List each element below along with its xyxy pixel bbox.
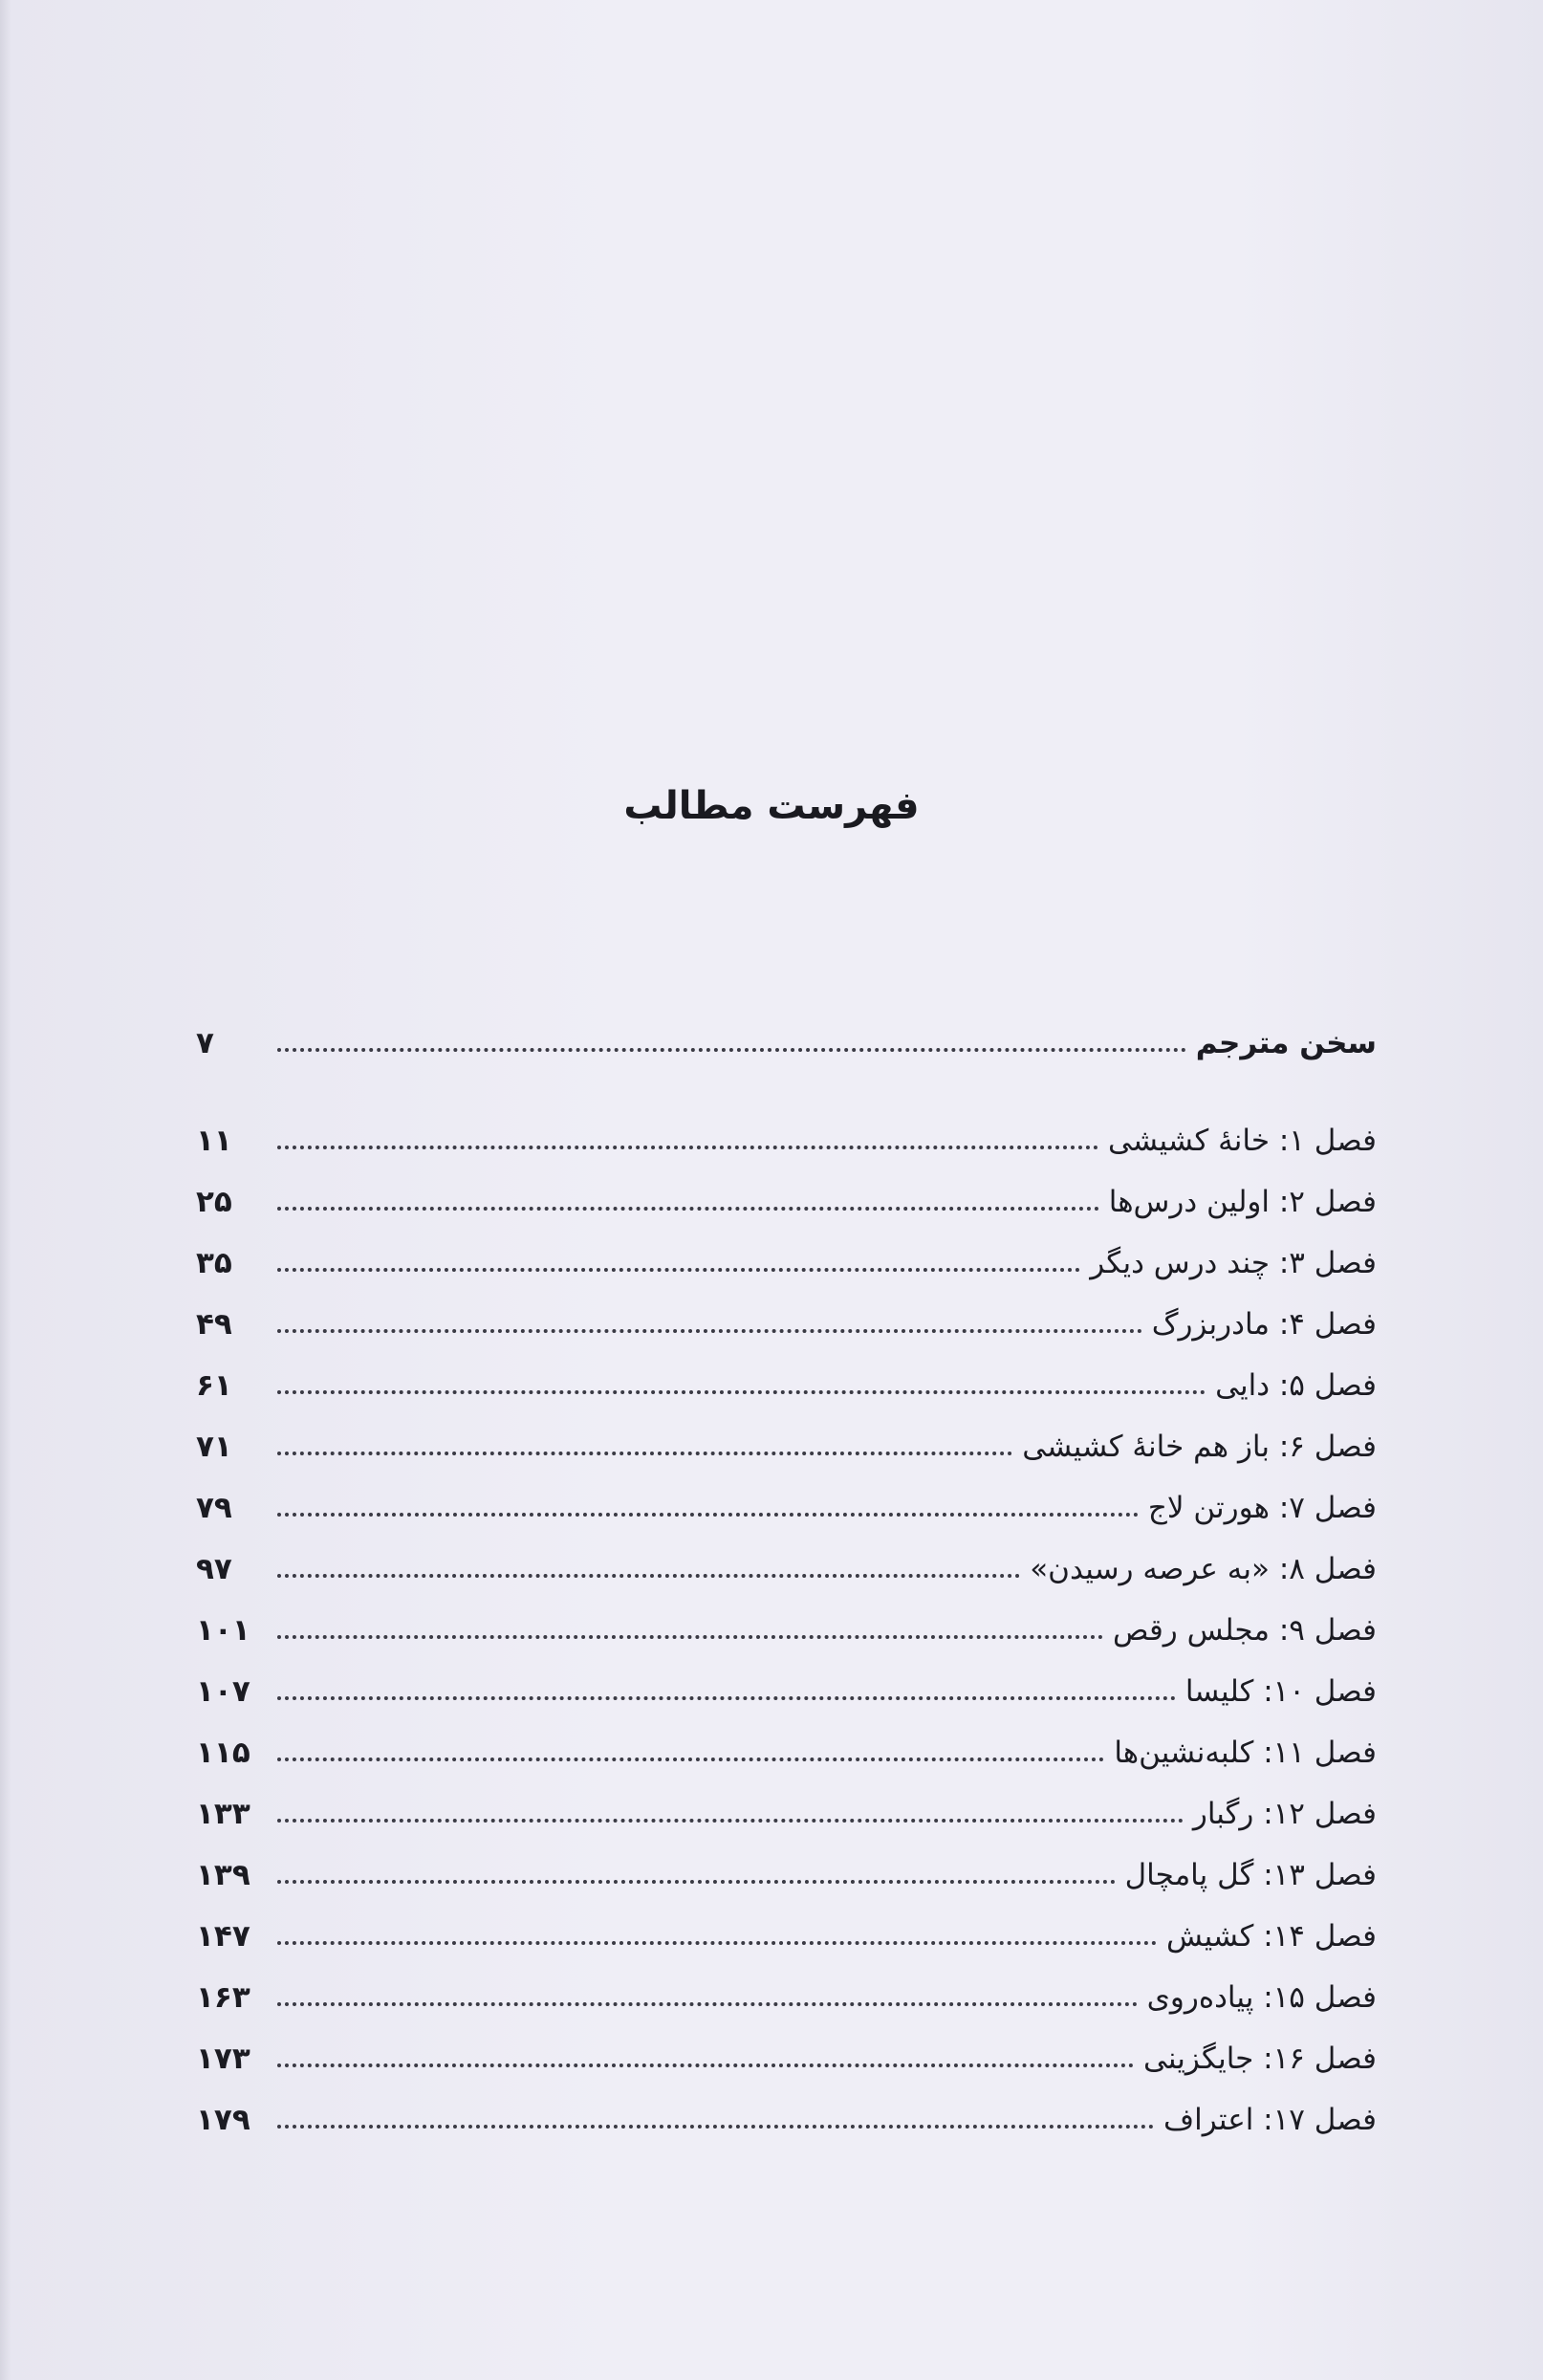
dot-leader (277, 1329, 1142, 1333)
toc-entry-title: فصل ۱: خانهٔ کشیشی (1108, 1124, 1377, 1158)
dot-leader (277, 1635, 1103, 1639)
toc-page-number: ۷ (196, 1026, 214, 1060)
toc-page-number: ۱۱ (196, 1124, 232, 1158)
toc-entry-title: فصل ۱۱: کلبه‌نشین‌ها (1114, 1736, 1377, 1770)
toc-entry-title: فصل ۱۷: اعتراف (1163, 2103, 1377, 2137)
dot-leader (277, 1941, 1157, 1945)
toc-entry-chapter-11 (196, 1709, 1377, 1770)
toc-entry-title: فصل ۹: مجلس رقص (1112, 1613, 1377, 1648)
toc-entry-chapter-14 (196, 1892, 1377, 1954)
toc-page-number: ۶۱ (196, 1368, 232, 1403)
toc-page-number: ۱۰۷ (196, 1674, 250, 1709)
toc-entry-chapter-5 (196, 1342, 1377, 1403)
toc-list (196, 999, 1377, 2137)
dot-leader (277, 1574, 1020, 1578)
toc-entry-chapter-3 (196, 1219, 1377, 1280)
page-gutter-shadow (0, 0, 11, 2380)
toc-entry-chapter-10 (196, 1648, 1377, 1709)
toc-entry-preface (196, 999, 1377, 1060)
toc-entry-chapter-16 (196, 2015, 1377, 2076)
dot-leader (277, 1758, 1104, 1761)
dot-leader (277, 1819, 1184, 1823)
toc-entry-title: فصل ۶: باز هم خانهٔ کشیشی (1022, 1430, 1377, 1464)
toc-entry-chapter-13 (196, 1831, 1377, 1892)
toc-entry-title: فصل ۱۴: کشیش (1166, 1919, 1377, 1954)
toc-entry-title: فصل ۱۶: جایگزینی (1143, 2042, 1377, 2076)
toc-entry-chapter-1 (196, 1097, 1377, 1158)
dot-leader (277, 2002, 1138, 2006)
toc-page-number: ۳۵ (196, 1246, 232, 1280)
toc-page-number: ۲۵ (196, 1185, 232, 1219)
toc-entry-chapter-4 (196, 1280, 1377, 1342)
dot-leader (277, 1696, 1176, 1700)
toc-entry-title: فصل ۱۵: پیاده‌روی (1146, 1980, 1377, 2015)
dot-leader (277, 1452, 1012, 1455)
toc-page-number: ۷۱ (196, 1430, 232, 1464)
toc-page-number: ۱۶۳ (196, 1980, 250, 2015)
toc-title: فهرست مطالب (623, 784, 920, 828)
dot-leader (277, 1048, 1186, 1052)
toc-page-number: ۱۳۳ (196, 1797, 250, 1831)
toc-entry-chapter-15 (196, 1954, 1377, 2015)
toc-page-number: ۱۰۱ (196, 1613, 250, 1648)
dot-leader (277, 1513, 1139, 1517)
toc-entry-title: فصل ۲: اولین درس‌ها (1108, 1185, 1377, 1219)
toc-entry-title: فصل ۱۳: گل پامچال (1124, 1858, 1377, 1892)
toc-entry-title: فصل ۷: هورتن لاج (1147, 1491, 1377, 1525)
toc-entry-chapter-7 (196, 1464, 1377, 1525)
toc-page-number: ۱۷۹ (196, 2103, 250, 2137)
toc-entry-title: فصل ۴: مادربزرگ (1151, 1307, 1377, 1342)
toc-page-number: ۱۴۷ (196, 1919, 250, 1954)
dot-leader (277, 2125, 1154, 2129)
dot-leader (277, 1207, 1099, 1211)
toc-entry-chapter-9 (196, 1586, 1377, 1648)
toc-page-number: ۱۳۹ (196, 1858, 250, 1892)
dot-leader (277, 1880, 1116, 1884)
dot-leader (277, 1146, 1098, 1149)
toc-entry-title: فصل ۳: چند درس دیگر (1090, 1246, 1377, 1280)
toc-page-number: ۱۱۵ (196, 1736, 250, 1770)
toc-page-number: ۴۹ (196, 1307, 232, 1342)
toc-entry-chapter-12 (196, 1770, 1377, 1831)
toc-entry-chapter-6 (196, 1403, 1377, 1464)
toc-entry-chapter-17 (196, 2076, 1377, 2137)
toc-entry-chapter-8 (196, 1525, 1377, 1586)
toc-entry-title: فصل ۸: «به عرصه رسیدن» (1030, 1552, 1377, 1586)
toc-page-number: ۱۷۳ (196, 2042, 250, 2076)
toc-page-number: ۷۹ (196, 1491, 232, 1525)
dot-leader (277, 1268, 1080, 1272)
toc-entry-title: فصل ۵: دایی (1215, 1368, 1377, 1403)
toc-entry-title: فصل ۱۰: کلیسا (1184, 1674, 1377, 1709)
dot-leader (277, 1390, 1206, 1394)
toc-entry-chapter-2 (196, 1158, 1377, 1219)
dot-leader (277, 2063, 1134, 2067)
toc-entry-title: سخن مترجم (1195, 1026, 1377, 1060)
toc-page-number: ۹۷ (196, 1552, 232, 1586)
toc-entry-title: فصل ۱۲: رگبار (1192, 1797, 1377, 1831)
